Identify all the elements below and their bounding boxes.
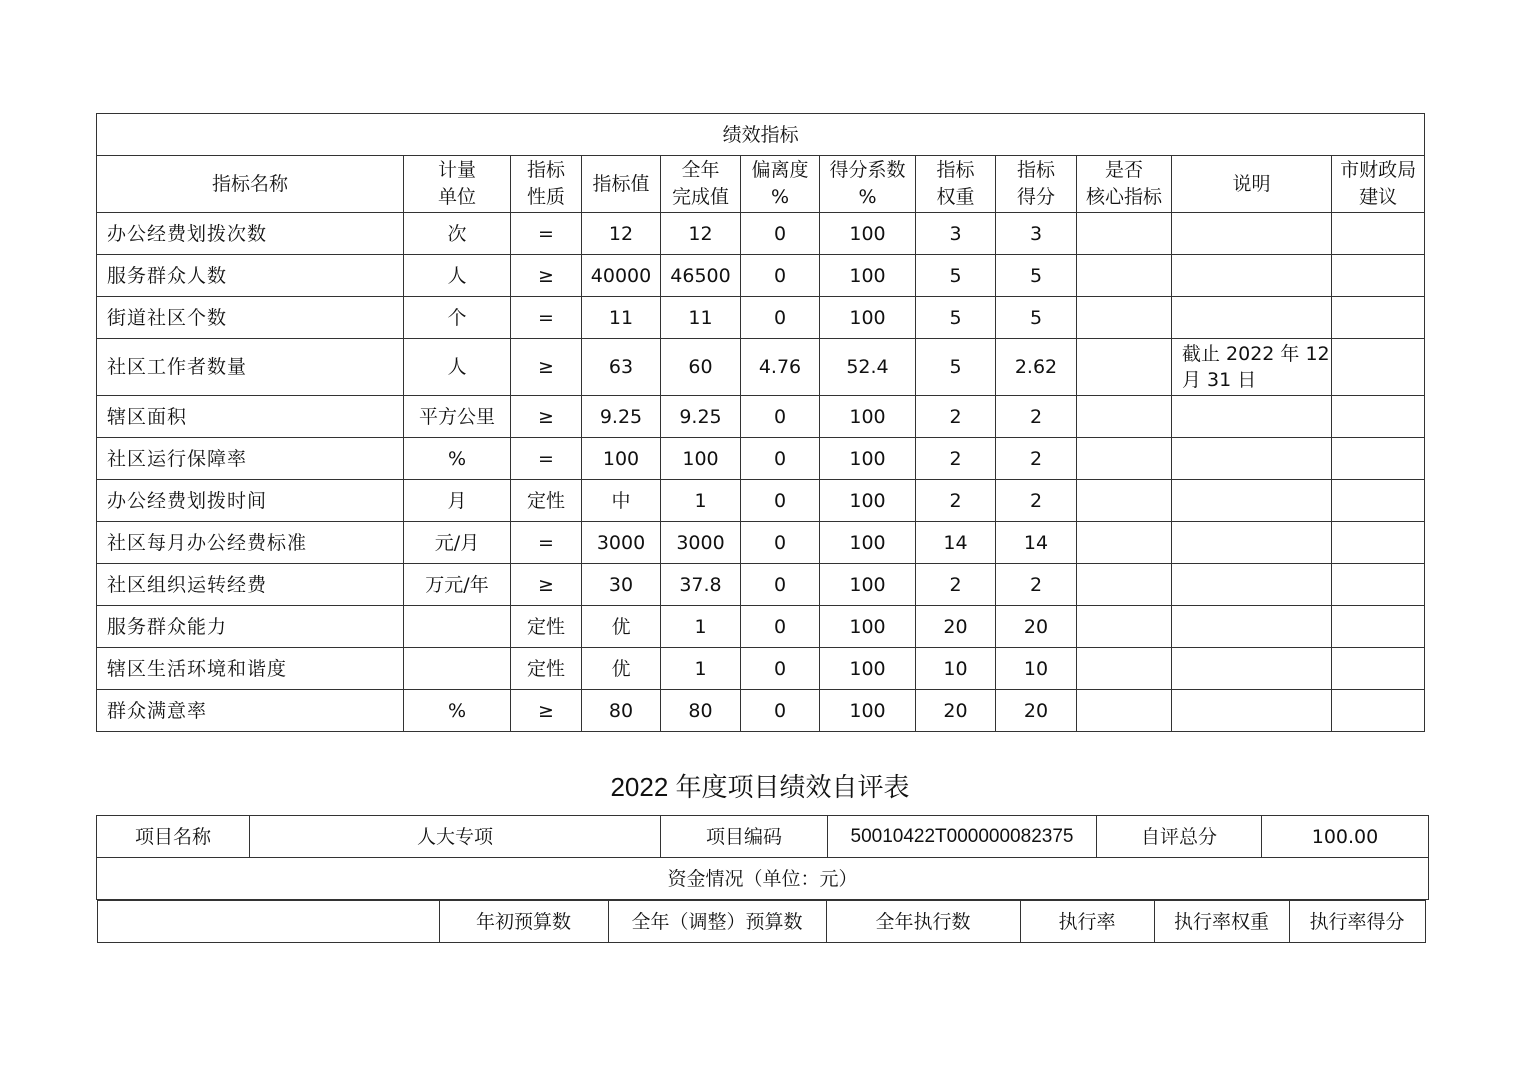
cell-actual-value: 11 — [661, 297, 741, 339]
cell-nature: ≥ — [511, 564, 582, 606]
table-row — [97, 690, 1425, 732]
funds-header-execution-rate-score: 执行率得分 — [1289, 901, 1425, 943]
cell-finance-bureau-advice — [1332, 564, 1425, 606]
cell-score-coefficient: 100 — [820, 606, 916, 648]
cell-target-value: 63 — [582, 339, 661, 396]
cell-unit: 元/月 — [404, 522, 511, 564]
total-score-value: 100.00 — [1262, 816, 1429, 858]
cell-finance-bureau-advice — [1332, 690, 1425, 732]
cell-finance-bureau-advice — [1332, 297, 1425, 339]
cell-nature: ≥ — [511, 690, 582, 732]
cell-finance-bureau-advice — [1332, 213, 1425, 255]
table-row — [97, 213, 1425, 255]
funds-header-annual-execution: 全年执行数 — [826, 901, 1020, 943]
cell-score-coefficient: 100 — [820, 396, 916, 438]
cell-score: 2 — [996, 564, 1077, 606]
cell-weight: 3 — [916, 213, 996, 255]
cell-unit — [404, 648, 511, 690]
cell-indicator-name: 群众满意率 — [97, 690, 404, 732]
cell-indicator-name: 办公经费划拨时间 — [97, 480, 404, 522]
cell-nature: 定性 — [511, 648, 582, 690]
cell-score-coefficient: 52.4 — [820, 339, 916, 396]
header-actual-value: 全年 完成值 — [661, 156, 741, 213]
cell-actual-value: 37.8 — [661, 564, 741, 606]
cell-weight: 2 — [916, 396, 996, 438]
cell-score-coefficient: 100 — [820, 522, 916, 564]
cell-is-core — [1077, 213, 1172, 255]
cell-indicator-name: 社区工作者数量 — [97, 339, 404, 396]
cell-is-core — [1077, 648, 1172, 690]
cell-deviation: 0 — [741, 213, 820, 255]
cell-is-core — [1077, 480, 1172, 522]
cell-deviation: 0 — [741, 648, 820, 690]
table-row — [97, 606, 1425, 648]
cell-is-core — [1077, 522, 1172, 564]
cell-target-value: 12 — [582, 213, 661, 255]
table-row — [97, 438, 1425, 480]
cell-deviation: 4.76 — [741, 339, 820, 396]
cell-weight: 5 — [916, 255, 996, 297]
cell-actual-value: 80 — [661, 690, 741, 732]
cell-is-core — [1077, 690, 1172, 732]
cell-nature: = — [511, 213, 582, 255]
table-header-row — [97, 156, 1425, 213]
funds-section-label: 资金情况（单位：元） — [97, 858, 1429, 900]
cell-actual-value: 1 — [661, 606, 741, 648]
cell-weight: 20 — [916, 690, 996, 732]
cell-unit: % — [404, 690, 511, 732]
cell-deviation: 0 — [741, 564, 820, 606]
cell-remark: 截止 2022 年 12 月 31 日 — [1172, 339, 1332, 396]
cell-actual-value: 60 — [661, 339, 741, 396]
cell-target-value: 优 — [582, 648, 661, 690]
cell-finance-bureau-advice — [1332, 522, 1425, 564]
table-row — [97, 255, 1425, 297]
cell-target-value: 11 — [582, 297, 661, 339]
cell-weight: 2 — [916, 564, 996, 606]
table-row — [97, 648, 1425, 690]
cell-score: 10 — [996, 648, 1077, 690]
cell-indicator-name: 社区运行保障率 — [97, 438, 404, 480]
cell-actual-value: 1 — [661, 480, 741, 522]
header-finance-bureau-advice: 市财政局 建议 — [1332, 156, 1425, 213]
cell-is-core — [1077, 606, 1172, 648]
table-row — [97, 396, 1425, 438]
cell-finance-bureau-advice — [1332, 255, 1425, 297]
cell-unit: 个 — [404, 297, 511, 339]
funds-header-adjusted-budget: 全年（调整）预算数 — [608, 901, 826, 943]
cell-weight: 2 — [916, 438, 996, 480]
table-row — [97, 297, 1425, 339]
cell-actual-value: 46500 — [661, 255, 741, 297]
cell-remark — [1172, 690, 1332, 732]
cell-target-value: 3000 — [582, 522, 661, 564]
cell-remark — [1172, 480, 1332, 522]
project-name-value: 人大专项 — [250, 816, 661, 858]
header-weight: 指标 权重 — [916, 156, 996, 213]
cell-nature: = — [511, 522, 582, 564]
cell-weight: 14 — [916, 522, 996, 564]
cell-score: 2.62 — [996, 339, 1077, 396]
cell-deviation: 0 — [741, 606, 820, 648]
cell-remark — [1172, 255, 1332, 297]
cell-remark — [1172, 564, 1332, 606]
cell-unit — [404, 606, 511, 648]
cell-finance-bureau-advice — [1332, 480, 1425, 522]
cell-deviation: 0 — [741, 297, 820, 339]
cell-actual-value: 3000 — [661, 522, 741, 564]
cell-unit: % — [404, 438, 511, 480]
cell-score-coefficient: 100 — [820, 690, 916, 732]
cell-indicator-name: 办公经费划拨次数 — [97, 213, 404, 255]
cell-finance-bureau-advice — [1332, 606, 1425, 648]
header-is-core: 是否 核心指标 — [1077, 156, 1172, 213]
cell-deviation: 0 — [741, 522, 820, 564]
cell-score: 20 — [996, 606, 1077, 648]
cell-remark — [1172, 648, 1332, 690]
cell-indicator-name: 街道社区个数 — [97, 297, 404, 339]
cell-unit: 月 — [404, 480, 511, 522]
cell-score-coefficient: 100 — [820, 255, 916, 297]
funds-header-initial-budget: 年初预算数 — [439, 901, 608, 943]
cell-weight: 5 — [916, 297, 996, 339]
cell-is-core — [1077, 339, 1172, 396]
cell-indicator-name: 社区组织运转经费 — [97, 564, 404, 606]
cell-target-value: 优 — [582, 606, 661, 648]
cell-is-core — [1077, 564, 1172, 606]
cell-nature: 定性 — [511, 606, 582, 648]
cell-target-value: 9.25 — [582, 396, 661, 438]
cell-finance-bureau-advice — [1332, 648, 1425, 690]
cell-unit: 平方公里 — [404, 396, 511, 438]
cell-score: 5 — [996, 255, 1077, 297]
cell-remark — [1172, 297, 1332, 339]
cell-nature: ≥ — [511, 255, 582, 297]
cell-deviation: 0 — [741, 438, 820, 480]
cell-is-core — [1077, 438, 1172, 480]
cell-score: 2 — [996, 480, 1077, 522]
cell-remark — [1172, 438, 1332, 480]
cell-nature: = — [511, 297, 582, 339]
cell-actual-value: 1 — [661, 648, 741, 690]
cell-remark — [1172, 522, 1332, 564]
funds-header-blank — [97, 901, 439, 943]
funds-header-table — [97, 900, 1426, 943]
cell-unit: 人 — [404, 255, 511, 297]
cell-weight: 20 — [916, 606, 996, 648]
cell-is-core — [1077, 255, 1172, 297]
header-deviation: 偏离度 % — [741, 156, 820, 213]
cell-score-coefficient: 100 — [820, 480, 916, 522]
cell-score-coefficient: 100 — [820, 564, 916, 606]
header-score: 指标 得分 — [996, 156, 1077, 213]
cell-remark — [1172, 606, 1332, 648]
cell-indicator-name: 社区每月办公经费标准 — [97, 522, 404, 564]
cell-nature: ≥ — [511, 339, 582, 396]
cell-actual-value: 9.25 — [661, 396, 741, 438]
header-indicator-name: 指标名称 — [97, 156, 404, 213]
performance-indicator-table — [96, 113, 1425, 732]
cell-score: 2 — [996, 438, 1077, 480]
cell-finance-bureau-advice — [1332, 339, 1425, 396]
project-code-label: 项目编码 — [661, 816, 828, 858]
section-title: 绩效指标 — [97, 114, 1425, 156]
cell-is-core — [1077, 297, 1172, 339]
table-row — [97, 522, 1425, 564]
cell-target-value: 30 — [582, 564, 661, 606]
cell-deviation: 0 — [741, 690, 820, 732]
cell-target-value: 40000 — [582, 255, 661, 297]
cell-indicator-name: 辖区面积 — [97, 396, 404, 438]
cell-score: 5 — [996, 297, 1077, 339]
cell-deviation: 0 — [741, 396, 820, 438]
cell-score-coefficient: 100 — [820, 648, 916, 690]
project-code-value: 50010422T000000082375 — [828, 816, 1097, 858]
cell-unit: 次 — [404, 213, 511, 255]
cell-score: 14 — [996, 522, 1077, 564]
cell-finance-bureau-advice — [1332, 396, 1425, 438]
header-nature: 指标 性质 — [511, 156, 582, 213]
page-title: 2022 年度项目绩效自评表 — [610, 772, 910, 802]
cell-is-core — [1077, 396, 1172, 438]
table-row — [97, 339, 1425, 396]
table-row — [97, 480, 1425, 522]
cell-finance-bureau-advice — [1332, 438, 1425, 480]
cell-indicator-name: 服务群众能力 — [97, 606, 404, 648]
total-score-label: 自评总分 — [1097, 816, 1262, 858]
cell-remark — [1172, 213, 1332, 255]
cell-nature: ≥ — [511, 396, 582, 438]
cell-nature: = — [511, 438, 582, 480]
header-unit: 计量 单位 — [404, 156, 511, 213]
cell-remark — [1172, 396, 1332, 438]
cell-score-coefficient: 100 — [820, 438, 916, 480]
cell-score: 3 — [996, 213, 1077, 255]
header-score-coefficient: 得分系数 % — [820, 156, 916, 213]
cell-actual-value: 12 — [661, 213, 741, 255]
cell-score: 20 — [996, 690, 1077, 732]
cell-target-value: 80 — [582, 690, 661, 732]
cell-target-value: 100 — [582, 438, 661, 480]
cell-unit: 人 — [404, 339, 511, 396]
cell-score: 2 — [996, 396, 1077, 438]
cell-deviation: 0 — [741, 480, 820, 522]
cell-target-value: 中 — [582, 480, 661, 522]
cell-score-coefficient: 100 — [820, 297, 916, 339]
cell-indicator-name: 辖区生活环境和谐度 — [97, 648, 404, 690]
cell-nature: 定性 — [511, 480, 582, 522]
funds-header-execution-rate-weight: 执行率权重 — [1154, 901, 1289, 943]
cell-weight: 2 — [916, 480, 996, 522]
cell-actual-value: 100 — [661, 438, 741, 480]
cell-weight: 10 — [916, 648, 996, 690]
header-remark: 说明 — [1172, 156, 1332, 213]
table-row — [97, 564, 1425, 606]
cell-deviation: 0 — [741, 255, 820, 297]
cell-score-coefficient: 100 — [820, 213, 916, 255]
cell-unit: 万元/年 — [404, 564, 511, 606]
cell-weight: 5 — [916, 339, 996, 396]
header-target-value: 指标值 — [582, 156, 661, 213]
cell-indicator-name: 服务群众人数 — [97, 255, 404, 297]
project-name-label: 项目名称 — [97, 816, 250, 858]
funds-header-execution-rate: 执行率 — [1020, 901, 1154, 943]
self-evaluation-table — [96, 815, 1429, 943]
funds-header-row — [97, 901, 1425, 943]
